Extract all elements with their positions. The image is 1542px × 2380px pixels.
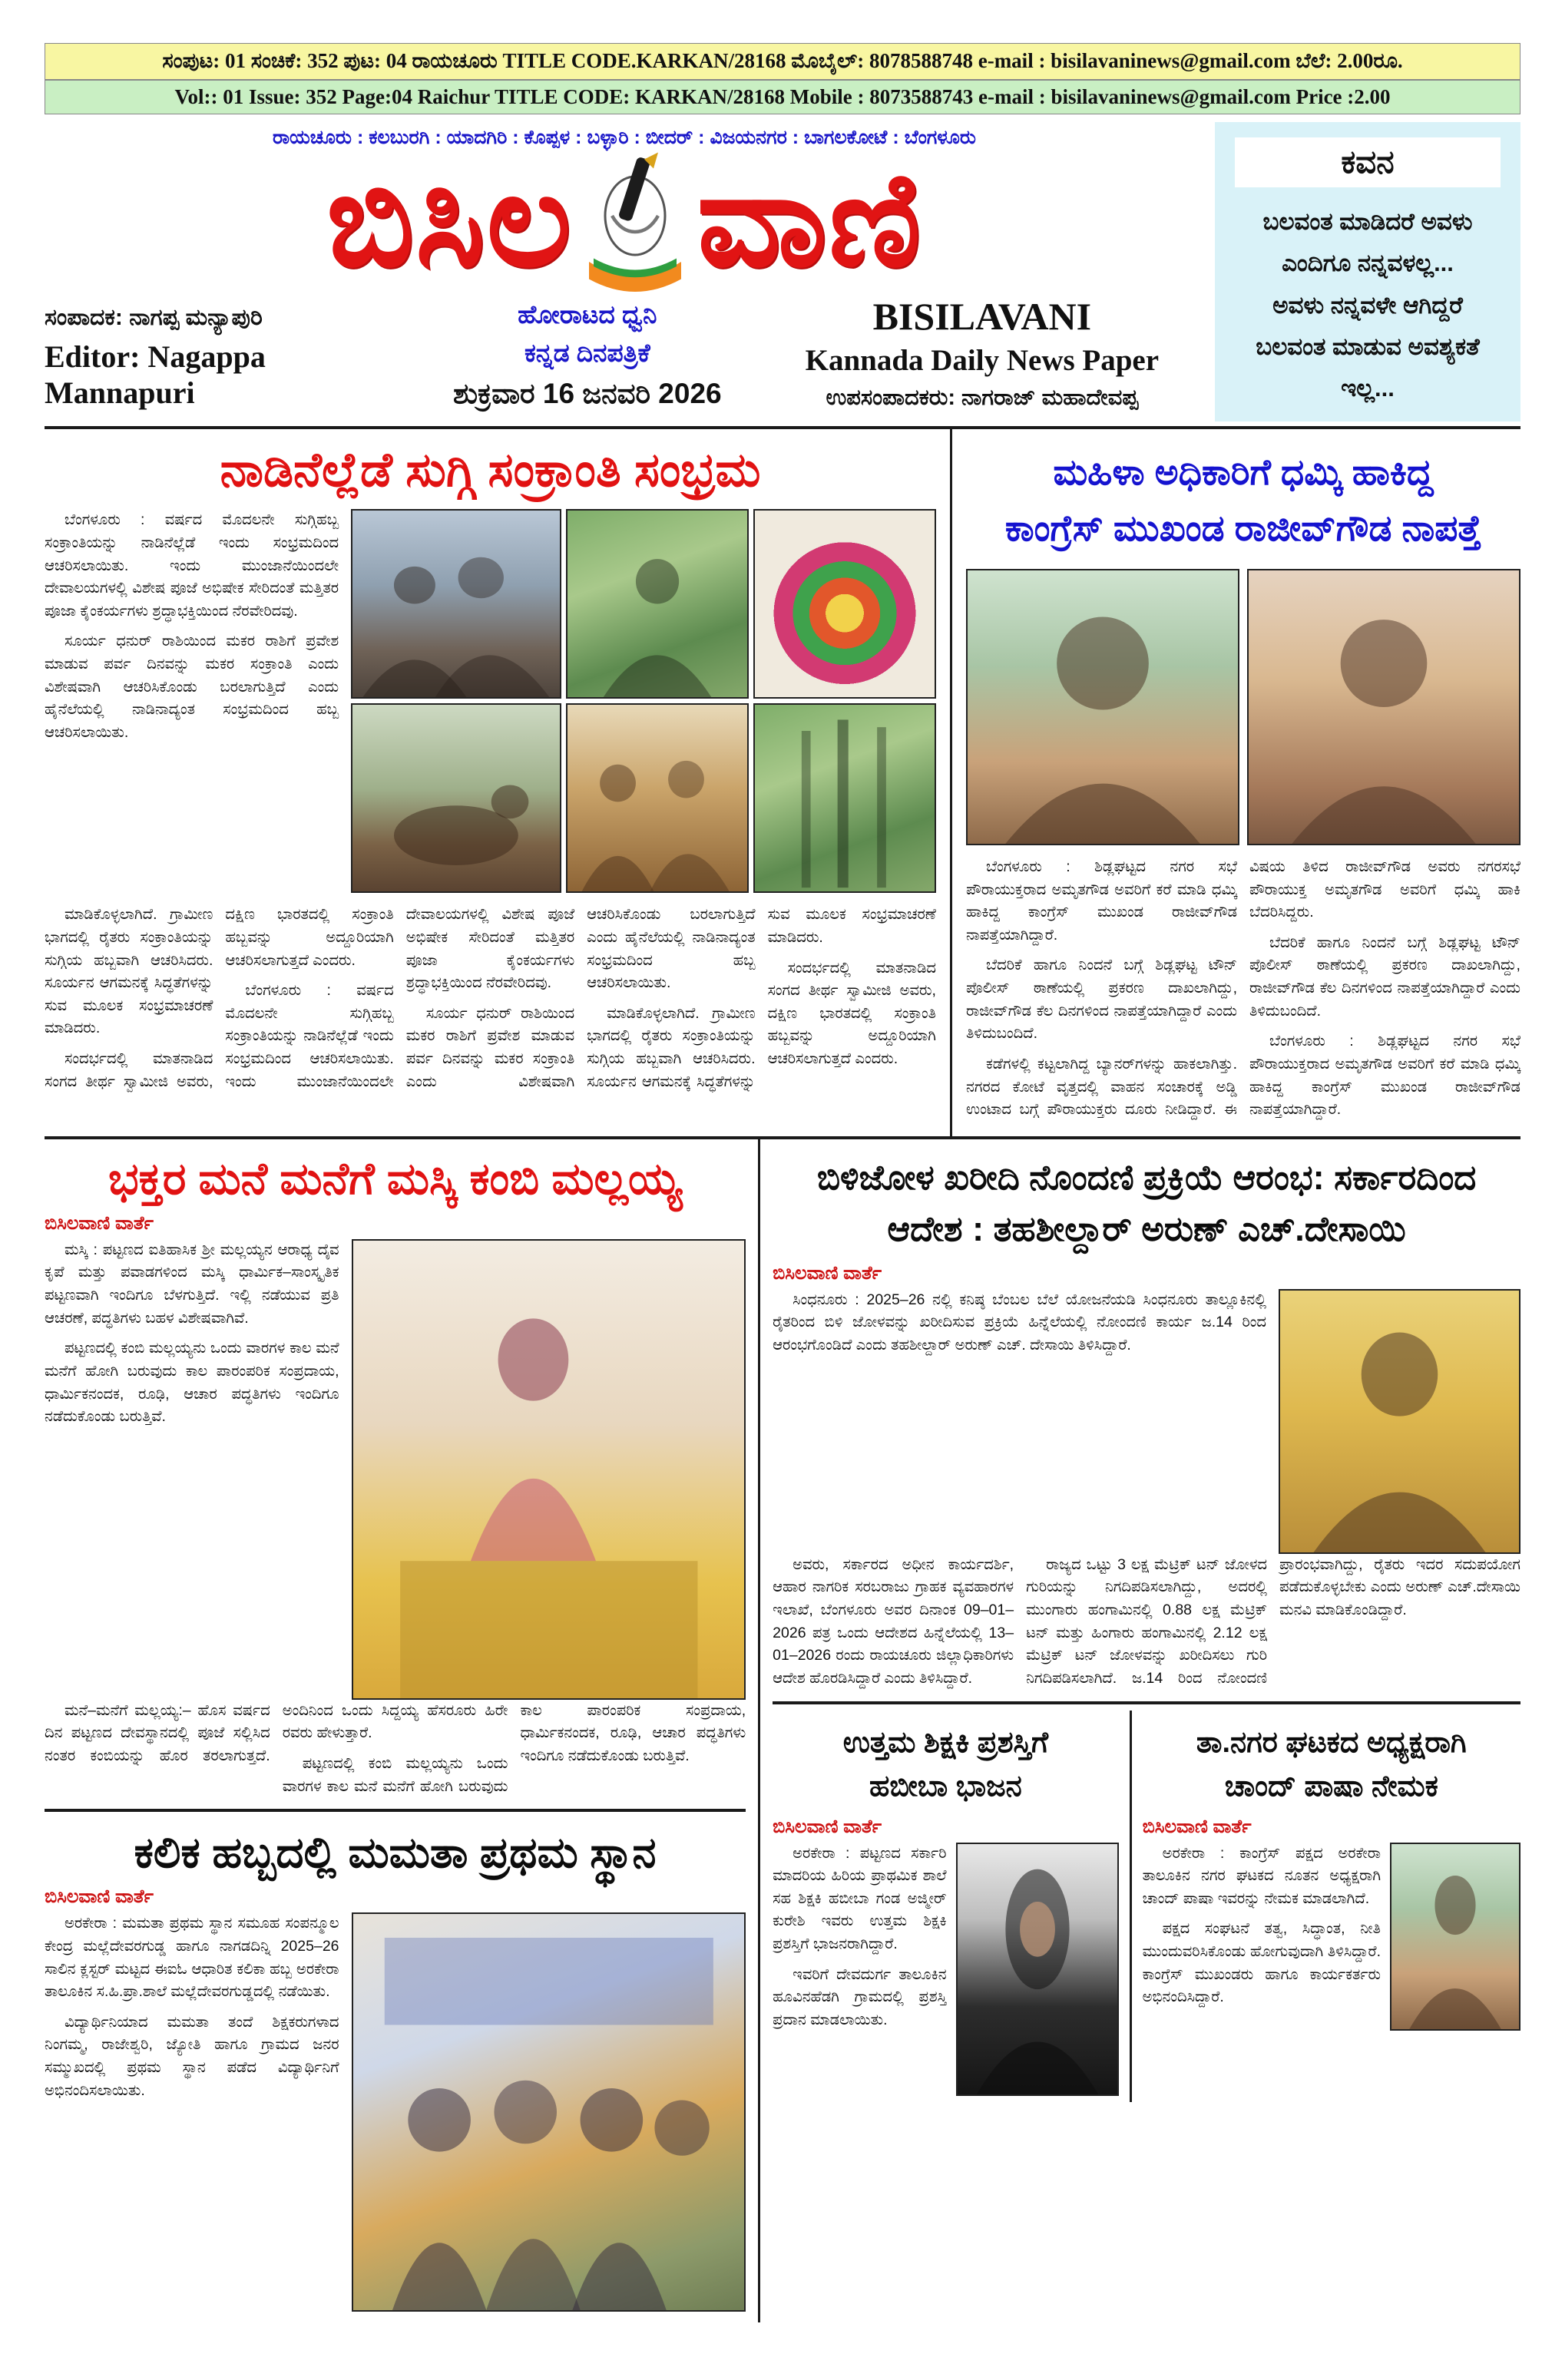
headline-line1: ತಾ.ನಗರ ಘಟಕದ ಅಧ್ಯಕ್ಷರಾಗಿ xyxy=(1196,1726,1467,1759)
article-paragraph: ಸಂದರ್ಭದಲ್ಲಿ ಮಾತನಾಡಿದ ಸಂಗದ ತೀರ್ಥ ಸ್ವಾಮೀಜಿ ಅವರು, ದಕ್ಷಿಣ ಭಾರತದಲ್ಲಿ ಸಂಕ್ರಾಂತಿ ಹಬ್ಬವನ್ನು ಅದ್ದೂರಿಯಾಗಿ ಆಚರಿಸಲಾಗುತ್ತದೆ ಎಂದರು. xyxy=(45,906,394,1090)
poem-line: ಇಲ್ಲ... xyxy=(1341,375,1395,402)
article-headline: ಭಕ್ತರ ಮನೆ ಮನೆಗೆ ಮಸ್ಕಿ ಕಂಬಿ ಮಲ್ಲಯ್ಯ xyxy=(108,1153,683,1204)
mallayya-devotee-photo xyxy=(352,1239,746,1700)
sugarcane-pole-photo xyxy=(753,703,936,893)
village-celebration-photo xyxy=(566,703,749,893)
article-paragraph: ಬೆಂಗಳೂರು : ಶಿಡ್ಲಘಟ್ಟದ ನಗರ ಸಭೆ ಪೌರಾಯುಕ್ತರಾದ ಅಮೃತಗೌಡ ಅವರಿಗೆ ಕರೆ ಮಾಡಿ ಧಮ್ಕಿ ಹಾಕಿದ್ದ ಕಾಂಗ್ರೆಸ್ ಮುಖಂಡ ರಾಜೀವ್‌ಗೌಡ ನಾಪತ್ತೆಯಾಗಿದ್ದಾರೆ. xyxy=(1249,1033,1520,1119)
article-paragraph: ಮಸ್ಕಿ : ಪಟ್ಟಣದ ಐತಿಹಾಸಿಕ ಶ್ರೀ ಮಲ್ಲಯ್ಯನ ಆರಾಧ್ಯ ದೈವ ಕೃಪೆ ಮತ್ತು ಪವಾಡಗಳಿಂದ ಮಸ್ಕಿ ಧಾರ್ಮಿಕ–ಸಾಂಸ್ಕೃತಿಕ ಪಟ್ಟಣವಾಗಿ ಇಂದಿಗೂ ಬೆಳಗುತ್ತಿದೆ. ಇಲ್ಲಿ ನಡೆಯುವ ಪ್ರತಿ ಆಚರಣೆ, ಪದ್ಧತಿಗಳು ಬಹಳ ವಿಶೇಷವಾಗಿವೆ. xyxy=(45,1241,339,1327)
article-paragraph: ಸಂದರ್ಭದಲ್ಲಿ ಮಾತನಾಡಿದ ಸಂಗದ ತೀರ್ಥ ಸ್ವಾಮೀಜಿ ಅವರು, ದಕ್ಷಿಣ ಭಾರತದಲ್ಲಿ ಸಂಕ್ರಾಂತಿ ಹಬ್ಬವನ್ನು ಅದ್ದೂರಿಯಾಗಿ ಆಚರಿಸಲಾಗುತ್ತದೆ ಎಂದರು. xyxy=(767,959,936,1067)
byline: ಬಿಸಿಲವಾಣಿ ವಾರ್ತೆ xyxy=(773,1816,882,1837)
article-kalika-habba xyxy=(45,1809,746,2322)
article-headline xyxy=(1143,1721,1520,1809)
article-jowar-procurement xyxy=(773,1139,1520,1701)
article-body-columns xyxy=(773,1554,1520,1691)
subeditor-name: ಉಪಸಂಪಾದಕರು: ನಾಗರಾಜ್ ಮಹಾದೇವಪ್ಪ xyxy=(826,385,1139,410)
article-paragraph: ಮಾಡಿಕೊಳ್ಳಲಾಗಿದೆ. ಗ್ರಾಮೀಣ ಭಾಗದಲ್ಲಿ ರೈತರು ಸಂಕ್ರಾಂತಿಯನ್ನು ಸುಗ್ಗಿಯ ಹಬ್ಬವಾಗಿ ಆಚರಿಸಿದರು. ಸೂರ್ಯನ ಆಗಮನಕ್ಕೆ ಸಿದ್ಧತೆಗಳನ್ನು ಸುವ ಮೂಲಕ ಸಂಭ್ರಮಾಚರಣೆ ಮಾಡಿದರು. xyxy=(587,906,936,1090)
article-paragraph: ಅರಕೇರಾ : ಪಟ್ಟಣದ ಸರ್ಕಾರಿ ಮಾದರಿಯ ಹಿರಿಯ ಪ್ರಾಥಮಿಕ ಶಾಲೆ ಸಹ ಶಿಕ್ಷಕಿ ಹಬೀಬಾ ಗಂಡ ಅಜ್ಮೀರ್ ಕುರೇಶಿ ಇವರು ಉತ್ತಮ ಶಿಕ್ಷಕಿ ಪ್ರಶಸ್ತಿಗೆ ಭಾಜನರಾಗಿದ್ದಾರೆ. xyxy=(773,1844,947,1953)
article-paragraph: ವಿದ್ಯಾರ್ಥಿನಿಯಾದ ಮಮತಾ ತಂದೆ ಶಿಕ್ಷಕರುಗಳಾದ ನಿಂಗಮ್ಮ, ರಾಜೇಶ್ವರಿ, ಜ್ಯೋತಿ ಹಾಗೂ ಗ್ರಾಮದ ಜನರ ಸಮ್ಮುಖದಲ್ಲಿ ಪ್ರಥಮ ಸ್ಥಾನ ಪಡೆದ ವಿದ್ಯಾರ್ಥಿನಿಗೆ ಅಭಿನಂದಿಸಲಾಯಿತು. xyxy=(45,2013,339,2099)
poem-line: ಬಲವಂತ ಮಾಡಿದರೆ ಅವಳು xyxy=(1262,208,1473,235)
article-paragraph: ಪಟ್ಟಣದಲ್ಲಿ ಕಂಬಿ ಮಲ್ಲಯ್ಯನು ಒಂದು ವಾರಗಳ ಕಾಲ ಮನೆ ಮನೆಗೆ ಹೋಗಿ ಬರುವುದು ಕಾಲ ಪಾರಂಪರಿಕ ಸಂಪ್ರದಾಯ, ಧಾರ್ಮಿಕನಂದಕ, ರೂಢಿ, ಆಚಾರ ಪದ್ಧತಿಗಳು ಇಂದಿಗೂ ನಡೆದುಕೊಂಡು ಬರುತ್ತಿವೆ. xyxy=(282,1701,746,1795)
headline-line2: ಕಾಂಗ್ರೆಸ್ ಮುಖಂಡ ರಾಜೀವ್‌ಗೌಡ ನಾಪತ್ತೆ xyxy=(1004,507,1482,549)
article-paragraph: ರಾಜ್ಯದ ಒಟ್ಟು 3 ಲಕ್ಷ ಮೆಟ್ರಿಕ್ ಟನ್ ಜೋಳದ ಗುರಿಯನ್ನು ನಿಗದಿಪಡಿಸಲಾಗಿದ್ದು, ಅದರಲ್ಲಿ ಮುಂಗಾರು ಹಂಗಾಮಿನಲ್ಲಿ 0.88 ಲಕ್ಷ ಮೆಟ್ರಿಕ್ ಟನ್ ಮತ್ತು ಹಿಂಗಾರು ಹಂಗಾಮಿನಲ್ಲಿ 2.12 ಲಕ್ಷ ಮೆಟ್ರಿಕ್ ಟನ್ ಜೋಳವನ್ನು ಖರೀದಿಸಲು ಗುರಿ ನಿಗದಿಪಡಿಸಲಾಗಿದೆ. ಜ.14 ರಿಂದ ನೋಂದಣಿ ಪ್ರಾರಂಭವಾಗಿದ್ದು, ರೈತರು ಇದರ ಸದುಪಯೋಗ ಪಡೆದುಕೊಳ್ಳಬೇಕು ಎಂದು ಅರುಣ್ ಎಚ್.ದೇಸಾಯಿ ಮನವಿ ಮಾಡಿಕೊಂಡಿದ್ದಾರೆ. xyxy=(1026,1555,1520,1687)
article-paragraph: ಇವರಿಗೆ ದೇವದುರ್ಗ ತಾಲೂಕಿನ ಹೂವಿನಹೆಡಗಿ ಗ್ರಾಮದಲ್ಲಿ ಪ್ರಶಸ್ತಿ ಪ್ರದಾನ ಮಾಡಲಾಯಿತು. xyxy=(773,1965,947,2028)
article-headline: ನಾಡಿನೆಲ್ಲೆಡೆ ಸುಗ್ಗಿ ಸಂಕ್ರಾಂತಿ ಸಂಭ್ರಮ xyxy=(220,444,761,497)
article-paragraph: ಬೆದರಿಕೆ ಹಾಗೂ ನಿಂದನೆ ಬಗ್ಗೆ ಶಿಡ್ಲಘಟ್ಟ ಟೌನ್ ಪೊಲೀಸ್ ಠಾಣೆಯಲ್ಲಿ ಪ್ರಕರಣ ದಾಖಲಾಗಿದ್ದು, ರಾಜೀವ್‌ಗೌಡ ಕೆಲ ದಿನಗಳಿಂದ ನಾಪತ್ತೆಯಾಗಿದ್ದಾರೆ ಎಂದು ತಿಳಿದುಬಂದಿದೆ. xyxy=(1249,934,1520,1020)
article-paragraph: ಬೆಂಗಳೂರು : ಶಿಡ್ಲಘಟ್ಟದ ನಗರ ಸಭೆ ಪೌರಾಯುಕ್ತರಾದ ಅಮೃತಗೌಡ ಅವರಿಗೆ ಕರೆ ಮಾಡಿ ಧಮ್ಕಿ ಹಾಕಿದ್ದ ಕಾಂಗ್ರೆಸ್ ಮುಖಂಡ ರಾಜೀವ್‌ಗೌಡ ನಾಪತ್ತೆಯಾಗಿದ್ದಾರೆ. xyxy=(966,858,1237,944)
headline-line2: ಹಬೀಬಾ ಭಾಜನ xyxy=(869,1770,1022,1803)
article-paragraph: ಮಾಡಿಕೊಳ್ಳಲಾಗಿದೆ. ಗ್ರಾಮೀಣ ಭಾಗದಲ್ಲಿ ರೈತರು ಸಂಕ್ರಾಂತಿಯನ್ನು ಸುಗ್ಗಿಯ ಹಬ್ಬವಾಗಿ ಆಚರಿಸಿದರು. ಸೂರ್ಯನ ಆಗಮನಕ್ಕೆ ಸಿದ್ಧತೆಗಳನ್ನು ಸುವ ಮೂಲಕ ಸಂಭ್ರಮಾಚರಣೆ ಮಾಡಿದರು. xyxy=(45,906,213,1037)
article-paragraph: ಅವರು, ಸರ್ಕಾರದ ಅಧೀನ ಕಾರ್ಯದರ್ಶಿ, ಆಹಾರ ನಾಗರಿಕ ಸರಬರಾಜು ಗ್ರಾಹಕ ವ್ಯವಹಾರಗಳ ಇಲಾಖೆ, ಬೆಂಗಳೂರು ಅವರ ದಿನಾಂಕ 09–01–2026 ಪತ್ರ ಒಂದು ಆದೇಶದ ಹಿನ್ನೆಲೆಯಲ್ಲಿ 13–01–2026 ರಂದು ರಾಯಚೂರು ಜಿಲ್ಲಾಧಿಕಾರಿಗಳು ಆದೇಶ ಹೊರಡಿಸಿದ್ದಾರೆ ಎಂದು ತಿಳಿಸಿದ್ದಾರೆ. xyxy=(773,1555,1014,1687)
article-paragraph: ಪಟ್ಟಣದಲ್ಲಿ ಕಂಬಿ ಮಲ್ಲಯ್ಯನು ಒಂದು ವಾರಗಳ ಕಾಲ ಮನೆ ಮನೆಗೆ ಹೋಗಿ ಬರುವುದು ಕಾಲ ಪಾರಂಪರಿಕ ಸಂಪ್ರದಾಯ, ಧಾರ್ಮಿಕನಂದಕ, ರೂಢಿ, ಆಚಾರ ಪದ್ಧತಿಗಳು ಇಂದಿಗೂ ನಡೆದುಕೊಂಡು ಬರುತ್ತಿವೆ. xyxy=(45,1340,339,1426)
article-paragraph: ಸಿಂಧನೂರು : 2025–26 ನಲ್ಲಿ ಕನಿಷ್ಠ ಬೆಂಬಲ ಬೆಲೆ ಯೋಜನೆಯಡಿ ಸಿಂಧನೂರು ತಾಲ್ಲೂಕಿನಲ್ಲಿ ರೈತರಿಂದ ಬಿಳಿ ಜೋಳವನ್ನು ಖರೀದಿಸುವ ಪ್ರಕ್ರಿಯೆ ಹಿನ್ನೆಲೆಯಲ್ಲಿ ನೋಂದಣಿ ಕಾರ್ಯ ಜ.14 ರಿಂದ ಆರಂಭಗೊಂಡಿದೆ ಎಂದು ತಹಶೀಲ್ದಾರ್ ಅರುಣ್ ಎಚ್. ದೇಸಾಯಿ ತಿಳಿಸಿದ್ದಾರೆ. xyxy=(773,1291,1266,1354)
kalika-habba-group-photo xyxy=(352,1912,746,2312)
chand-pasha-portrait xyxy=(1390,1843,1520,2031)
logo-text-left: ಬಿಸಿಲ xyxy=(326,149,573,294)
article-paragraph: ಪಕ್ಷದ ಸಂಘಟನೆ ತತ್ವ, ಸಿದ್ಧಾಂತ, ನೀತಿ ಮುಂದುವರಿಸಿಕೊಂಡು ಹೋಗುವುದಾಗಿ ತಿಳಿಸಿದ್ದಾರೆ. ಕಾಂಗ್ರೆಸ್ ಮುಖಂಡರು ಹಾಗೂ ಕಾರ್ಯಕರ್ತರು ಅಭಿನಂದಿಸಿದ್ದಾರೆ. xyxy=(1142,1920,1381,2006)
paper-tagline: Kannada Daily News Paper xyxy=(805,344,1160,377)
rangoli-photo xyxy=(753,509,936,699)
edition-cities: ರಾಯಚೂರು : ಕಲಬುರಗಿ : ಯಾದಗಿರಿ : ಕೊಪ್ಪಳ : ಬಳ್ಳಾರಿ : ಬೀದರ್ : ವಿಜಯನಗರ : ಬಾಗಲಕೋಟೆ : ಬೆಂಗಳೂರು xyxy=(272,127,977,148)
sankranti-photo-collage xyxy=(351,509,936,893)
masthead xyxy=(45,114,1520,426)
article-paragraph: ಕಡೆಗಳಲ್ಲಿ ಕಟ್ಟಲಾಗಿದ್ದ ಬ್ಯಾನರ್‌ಗಳನ್ನು ಹಾಕಲಾಗಿತ್ತು. ನಗರದ ಕೋಟೆ ವೃತ್ತದಲ್ಲಿ ವಾಹನ ಸಂಚಾರಕ್ಕೆ ಅಡ್ಡಿ ಉಂಟಾದ ಬಗ್ಗೆ ಪೌರಾಯುಕ್ತರು ದೂರು ನೀಡಿದ್ದಾರೆ. ಈ ವಿಷಯ ತಿಳಿದ ರಾಜೀವ್‌ಗೌಡ ಅವರು ನಗರಸಭೆ ಪೌರಾಯುಕ್ತ ಅಮೃತಗೌಡ ಅವರಿಗೆ ಧಮ್ಕಿ ಹಾಕಿ ಬೆದರಿಸಿದ್ದರು. xyxy=(966,858,1520,1119)
slogan-line2: ಕನ್ನಡ ದಿನಪತ್ರಿಕೆ xyxy=(524,338,650,367)
decorated-cattle-photo xyxy=(351,703,561,893)
article-sankranti xyxy=(45,429,952,1136)
issue-date: ಶುಕ್ರವಾರ 16 ಜನವರಿ 2026 xyxy=(452,378,722,409)
byline: ಬಿಸಿಲವಾಣಿ ವಾರ್ತೆ xyxy=(1142,1816,1252,1837)
editor-name-kannada: ಸಂಪಾದಕ: ನಾಗಪ್ಪ ಮನ್ಯಾಪುರಿ xyxy=(45,305,263,330)
byline: ಬಿಸಿಲವಾಣಿ ವಾರ್ತೆ xyxy=(45,1212,154,1234)
headline-line2: ಆದೇಶ : ತಹಶೀಲ್ದಾರ್ ಅರುಣ್ ಎಚ್.ದೇಸಾಯಿ xyxy=(887,1209,1406,1249)
paper-name-english: BISILAVANI xyxy=(872,295,1092,338)
byline: ಬಿಸಿಲವಾಣಿ ವಾರ್ತೆ xyxy=(773,1262,882,1284)
festival-pooja-photo xyxy=(566,509,749,699)
volume-info-bar-english: Vol:: 01 Issue: 352 Page:04 Raichur TITLE CODE: KARKAN/28168 Mobile : 8073588743 e-mail : bisilavaninews@gmail.com Price :2.00 xyxy=(45,80,1520,114)
article-chand-pasha xyxy=(1132,1711,1520,2102)
poem-title: ಕವನ xyxy=(1235,137,1501,187)
slogan-line1: ಹೋರಾಟದ ಧ್ವನಿ xyxy=(518,300,657,329)
poem-line: ಬಲವಂತ ಮಾಡುವ ಅವಶ್ಯಕತೆ xyxy=(1256,332,1480,360)
article-headline xyxy=(966,445,1520,557)
article-paragraph: ಸೂರ್ಯ ಧನುರ್ ರಾಶಿಯಿಂದ ಮಕರ ರಾಶಿಗೆ ಪ್ರವೇಶ ಮಾಡುವ ಪರ್ವ ದಿನವನ್ನು ಮಕರ ಸಂಕ್ರಾಂತಿ ಎಂದು ವಿಶೇಷವಾಗಿ ಆಚರಿಸಿಕೊಂಡು ಬರಲಾಗುತ್ತಿದೆ ಎಂದು ಹೈನೆಲೆಯಲ್ಲಿ ನಾಡಿನಾದ್ಯಂತ ಸಂಭ್ರಮದಿಂದ ಹಬ್ಬ ಆಚರಿಸಲಾಯಿತು. xyxy=(405,906,756,1090)
article-body-columns xyxy=(966,856,1520,1126)
article-headline xyxy=(773,1152,1520,1255)
bottom-right-articles xyxy=(773,1701,1520,2113)
volume-info-bar: ಸಂಪುಟ: 01 ಸಂಚಿಕೆ: 352 ಪುಟ: 04 ರಾಯಚೂರು TITLE CODE.KARKAN/28168 ಮೊಬೈಲ್: 8078588748 e-mail : bisilavaninews@gmail.com ಬೆಲೆ: 2.00ರೂ. xyxy=(45,43,1520,80)
habiba-portrait xyxy=(956,1843,1119,2096)
article-paragraph: ಅರಕೇರಾ : ಕಾಂಗ್ರೆಸ್ ಪಕ್ಷದ ಅರಕೇರಾ ತಾಲೂಕಿನ ನಗರ ಘಟಕದ ನೂತನ ಅಧ್ಯಕ್ಷರಾಗಿ ಚಾಂದ್ ಪಾಷಾ ಇವರನ್ನು ನೇಮಕ ಮಾಡಲಾಗಿದೆ. xyxy=(1142,1844,1381,1907)
article-paragraph: ಸೂರ್ಯ ಧನುರ್ ರಾಶಿಯಿಂದ ಮಕರ ರಾಶಿಗೆ ಪ್ರವೇಶ ಮಾಡುವ ಪರ್ವ ದಿನವನ್ನು ಮಕರ ಸಂಕ್ರಾಂತಿ ಎಂದು ವಿಶೇಷವಾಗಿ ಆಚರಿಸಿಕೊಂಡು ಬರಲಾಗುತ್ತಿದೆ ಎಂದು ಹೈನೆಲೆಯಲ್ಲಿ ನಾಡಿನಾದ್ಯಂತ ಸಂಭ್ರಮದಿಂದ ಹಬ್ಬ ಆಚರಿಸಲಾಯಿತು. xyxy=(45,633,339,741)
article-headline: ಕಲಿಕ ಹಬ್ಬದಲ್ಲಿ ಮಮತಾ ಪ್ರಥಮ ಸ್ಥಾನ xyxy=(134,1828,657,1877)
article-rajeev-gowda xyxy=(952,429,1520,1136)
headline-line1: ಉತ್ತಮ ಶಿಕ್ಷಕಿ ಪ್ರಶಸ್ತಿಗೆ xyxy=(842,1726,1049,1759)
poem-box xyxy=(1215,122,1520,421)
hand-pen-logo-icon xyxy=(577,150,693,293)
article-paragraph: ಮನೆ–ಮನೆಗೆ ಮಲ್ಲಯ್ಯ:– ಹೊಸ ವರ್ಷದ ದಿನ ಪಟ್ಟಣದ ದೇವಸ್ಥಾನದಲ್ಲಿ ಪೂಜೆ ಸಲ್ಲಿಸಿದ ನಂತರ ಕಂಬಿಯನ್ನು ಹೊರ ತರಲಾಗುತ್ತದೆ. ಅಂದಿನಿಂದ ಒಂದು ಸಿದ್ದಯ್ಯ ಹೆಸರೂರು ಹಿರೇ ರವರು ಹೇಳುತ್ತಾರೆ. xyxy=(45,1701,508,1765)
article-paragraph: ಬೆಂಗಳೂರು : ವರ್ಷದ ಮೊದಲನೇ ಸುಗ್ಗಿಹಬ್ಬ ಸಂಕ್ರಾಂತಿಯನ್ನು ನಾಡಿನೆಲ್ಲೆಡೆ ಇಂದು ಸಂಭ್ರಮದಿಂದ ಆಚರಿಸಲಾಯಿತು. ಇಂದು ಮುಂಜಾನೆಯಿಂದಲೇ ದೇವಾಲಯಗಳಲ್ಲಿ ವಿಶೇಷ ಪೂಜೆ ಅಭಿಷೇಕ ಸೇರಿದಂತೆ ಮತ್ತಿತರ ಪೂಜಾ ಕೈಂಕರ್ಯಗಳು ಶ್ರದ್ಧಾಭಕ್ತಿಯಿಂದ ನೆರವೇರಿದವು. xyxy=(225,906,575,1090)
article-paragraph: ಅರಕೇರಾ : ಮಮತಾ ಪ್ರಥಮ ಸ್ಥಾನ ಸಮೂಹ ಸಂಪನ್ಮೂಲ ಕೇಂದ್ರ ಮಲ್ಲೆದೇವರಗುಡ್ಡ ಹಾಗೂ ನಾಗಡದಿನ್ನಿ 2025–26 ಸಾಲಿನ ಕ್ಲಸ್ಟರ್ ಮಟ್ಟದ ಈಐಓ ಆಧಾರಿತ ಕಲಿಕಾ ಹಬ್ಬ ಅರಕೇರಾ ತಾಲೂಕಿನ ಸ.ಹಿ.ಪ್ರಾ.ಶಾಲೆ ಮಲ್ಲೆದೇವರಗುಡ್ಡದಲ್ಲಿ ನಡೆಯಿತು. xyxy=(45,1915,339,2001)
slogan-block xyxy=(421,296,754,411)
headline-line2: ಚಾಂದ್ ಪಾಷಾ ನೇಮಕ xyxy=(1224,1770,1438,1803)
paper-name-block xyxy=(760,294,1204,411)
article-maski-mallayya xyxy=(45,1139,746,1810)
headline-line1: ಮಹಿಳಾ ಅಧಿಕಾರಿಗೆ ಧಮ್ಕಿ ಹಾಕಿದ್ದ xyxy=(1053,451,1434,493)
article-headline xyxy=(773,1721,1118,1809)
logo-text-right: ವಾಣಿ xyxy=(697,149,923,294)
poem-line: ಅವಳು ನನ್ನವಳೇ ಆಗಿದ್ದರೆ xyxy=(1272,291,1463,319)
editor-name-english: Editor: Nagappa Mannapuri xyxy=(45,339,266,410)
article-body-columns xyxy=(45,904,936,1093)
amruta-gowda-portrait xyxy=(1247,569,1520,845)
byline: ಬಿಸಿಲವಾಣಿ ವಾರ್ತೆ xyxy=(45,1886,154,1908)
article-paragraph: ಬೆಂಗಳೂರು : ವರ್ಷದ ಮೊದಲನೇ ಸುಗ್ಗಿಹಬ್ಬ ಸಂಕ್ರಾಂತಿಯನ್ನು ನಾಡಿನೆಲ್ಲೆಡೆ ಇಂದು ಸಂಭ್ರಮದಿಂದ ಆಚರಿಸಲಾಯಿತು. ಇಂದು ಮುಂಜಾನೆಯಿಂದಲೇ ದೇವಾಲಯಗಳಲ್ಲಿ ವಿಶೇಷ ಪೂಜೆ ಅಭಿಷೇಕ ಸೇರಿದಂತೆ ಮತ್ತಿತರ ಪೂಜಾ ಕೈಂಕರ್ಯಗಳು ಶ್ರದ್ಧಾಭಕ್ತಿಯಿಂದ ನೆರವೇರಿದವು. xyxy=(45,511,339,620)
lower-section xyxy=(45,1139,1520,2323)
article-body-columns xyxy=(45,1700,746,1799)
newspaper-logo xyxy=(45,150,1204,293)
editor-block xyxy=(45,305,415,411)
article-paragraph: ಬೆದರಿಕೆ ಹಾಗೂ ನಿಂದನೆ ಬಗ್ಗೆ ಶಿಡ್ಲಘಟ್ಟ ಟೌನ್ ಪೊಲೀಸ್ ಠಾಣೆಯಲ್ಲಿ ಪ್ರಕರಣ ದಾಖಲಾಗಿದ್ದು, ರಾಜೀವ್‌ಗೌಡ ಕೆಲ ದಿನಗಳಿಂದ ನಾಪತ್ತೆಯಾಗಿದ್ದಾರೆ ಎಂದು ತಿಳಿದುಬಂದಿದೆ. xyxy=(966,957,1237,1043)
top-section xyxy=(45,426,1520,1139)
tahsildar-portrait xyxy=(1279,1289,1520,1554)
poem-line: ಎಂದಿಗೂ ನನ್ನವಳಲ್ಲ... xyxy=(1282,250,1454,277)
rajeev-gowda-portrait xyxy=(966,569,1239,845)
article-best-teacher xyxy=(773,1711,1131,2102)
headline-line1: ಬಿಳಿಜೋಳ ಖರೀದಿ ನೊಂದಣಿ ಪ್ರಕ್ರಿಯೆ ಆರಂಭ: ಸರ್ಕಾರದಿಂದ xyxy=(816,1157,1477,1197)
festival-crowd-photo xyxy=(351,509,561,699)
